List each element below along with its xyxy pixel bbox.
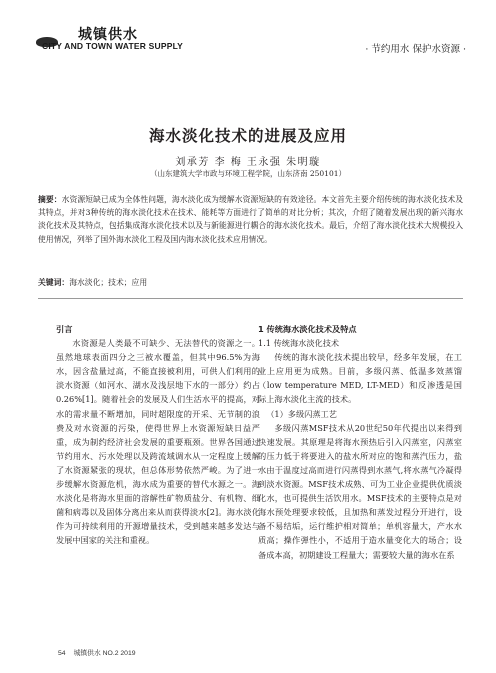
article-affiliation: （山东建筑大学市政与环境工程学院，山东济南 250101） xyxy=(149,169,346,178)
keywords-label: 关键词： xyxy=(38,278,70,287)
msf-heading: （1）多级闪蒸工艺 xyxy=(266,408,337,419)
article-authors: 刘承芳 李 梅 王永强 朱明璇 xyxy=(175,157,321,168)
journal-logo-en: CITY AND TOWN WATER SUPPLY xyxy=(42,41,184,51)
article-title: 海水淡化技术的进展及应用 xyxy=(148,126,347,145)
page-number: 54 xyxy=(58,650,66,657)
body-column-right xyxy=(258,322,462,562)
journal-logo-cn: 城镇供水 xyxy=(78,27,138,43)
page-footer xyxy=(58,647,136,657)
section-heading: 1 传统海水淡化技术及特点 xyxy=(258,324,357,334)
intro-paragraph: 水资源是人类最不可缺少、无法替代的资源之一。虽然地球表面四分之三被水覆盖，但其中96.5%为海水，因含盐量过高，不能直接被利用，可供人们利用的淡水资源（如河水、湖水及浅层地下水的一部分）约占0.26%[1]。随着社会的发展及人们生活水平的提高，对水的需求量不断增加，同时超限度的开采、无节制的浪费及对水资源的污染，使得世界上水资源短缺日益严重，成为制约经济社会发展的重要瓶颈。世界各国通过节约用水、污水处理以及跨流域调水从一定程度上缓解了水资源紧张的现状，但总体形势依然严峻。为了进一步缓解水资源危机，海水成为重要的替代水源之一。海水淡化是将海水里面的溶解性矿物质盐分、有机物、细菌和病毒以及固体分离出来从而获得淡水[2]。海水淡化作为可持续利用的开源增量技术，受到越来越多发达与发展中国家的关注和重视。 xyxy=(56,338,260,546)
keywords xyxy=(38,277,147,288)
body-column-left xyxy=(56,322,260,548)
footer-journal: 城镇供水 NO.2 2019 xyxy=(73,650,136,657)
abstract-label: 摘要： xyxy=(38,195,62,204)
msf-paragraph: 多级闪蒸MSF技术从20世纪50年代提出以来得到快速发展。其原理是将海水预热后引入闪蒸室，闪蒸室的压力低于将要进入的盐水所对应的饱和蒸汽压力，盐水由于温度过高而进行闪蒸得到水蒸气,将水蒸气冷凝得到淡水资源。MSF技术成熟、可为工业企业提供优质淡化水，也可提供生活饮用水。MSF技术的主要特点是对海水预处理要求较低，且加热和蒸发过程分开进行，设备不易结垢，运行维护相对简单；单机容量大，产水水质高；操作弹性小，不适用于造水量变化大的场合；设备成本高，初期建设工程量大；需要较大量的海水在系 xyxy=(258,422,462,560)
abstract-text: 水资源短缺已成为全体性问题，海水淡化成为缓解水资源短缺的有效途径。本文首先主要介绍传统的海水淡化技术及其特点，并对3种传统的海水淡化技术在技术、能耗等方面进行了简单的对比分析；其次，介绍了随着发展出现的新兴海水淡化技术及其特点，包括集成海水淡化技术以及与新能源进行耦合的海水淡化技术。最后，介绍了海水淡化技术大规模投入使用情况，列举了国外海水淡化工程及国内海水淡化技术应用情况。 xyxy=(38,195,464,244)
abstract xyxy=(38,193,463,246)
keywords-text: 海水淡化；技术；应用 xyxy=(69,278,148,287)
header-slogan: · 节约用水 保护水资源 · xyxy=(365,44,466,55)
journal-header xyxy=(36,24,466,64)
section-divider xyxy=(38,298,463,299)
subsection-heading: 1.1 传统海水淡化技术 xyxy=(258,338,340,349)
intro-heading: 引言 xyxy=(56,324,73,334)
subsection-paragraph: 传统的海水淡化技术提出较早，经多年发展，在工业上应用更为成熟。目前，多级闪蒸、低温多效蒸馏（low temperature MED, LT-MED）和反渗透是国际上海水淡化主流的技术。 xyxy=(258,352,462,405)
